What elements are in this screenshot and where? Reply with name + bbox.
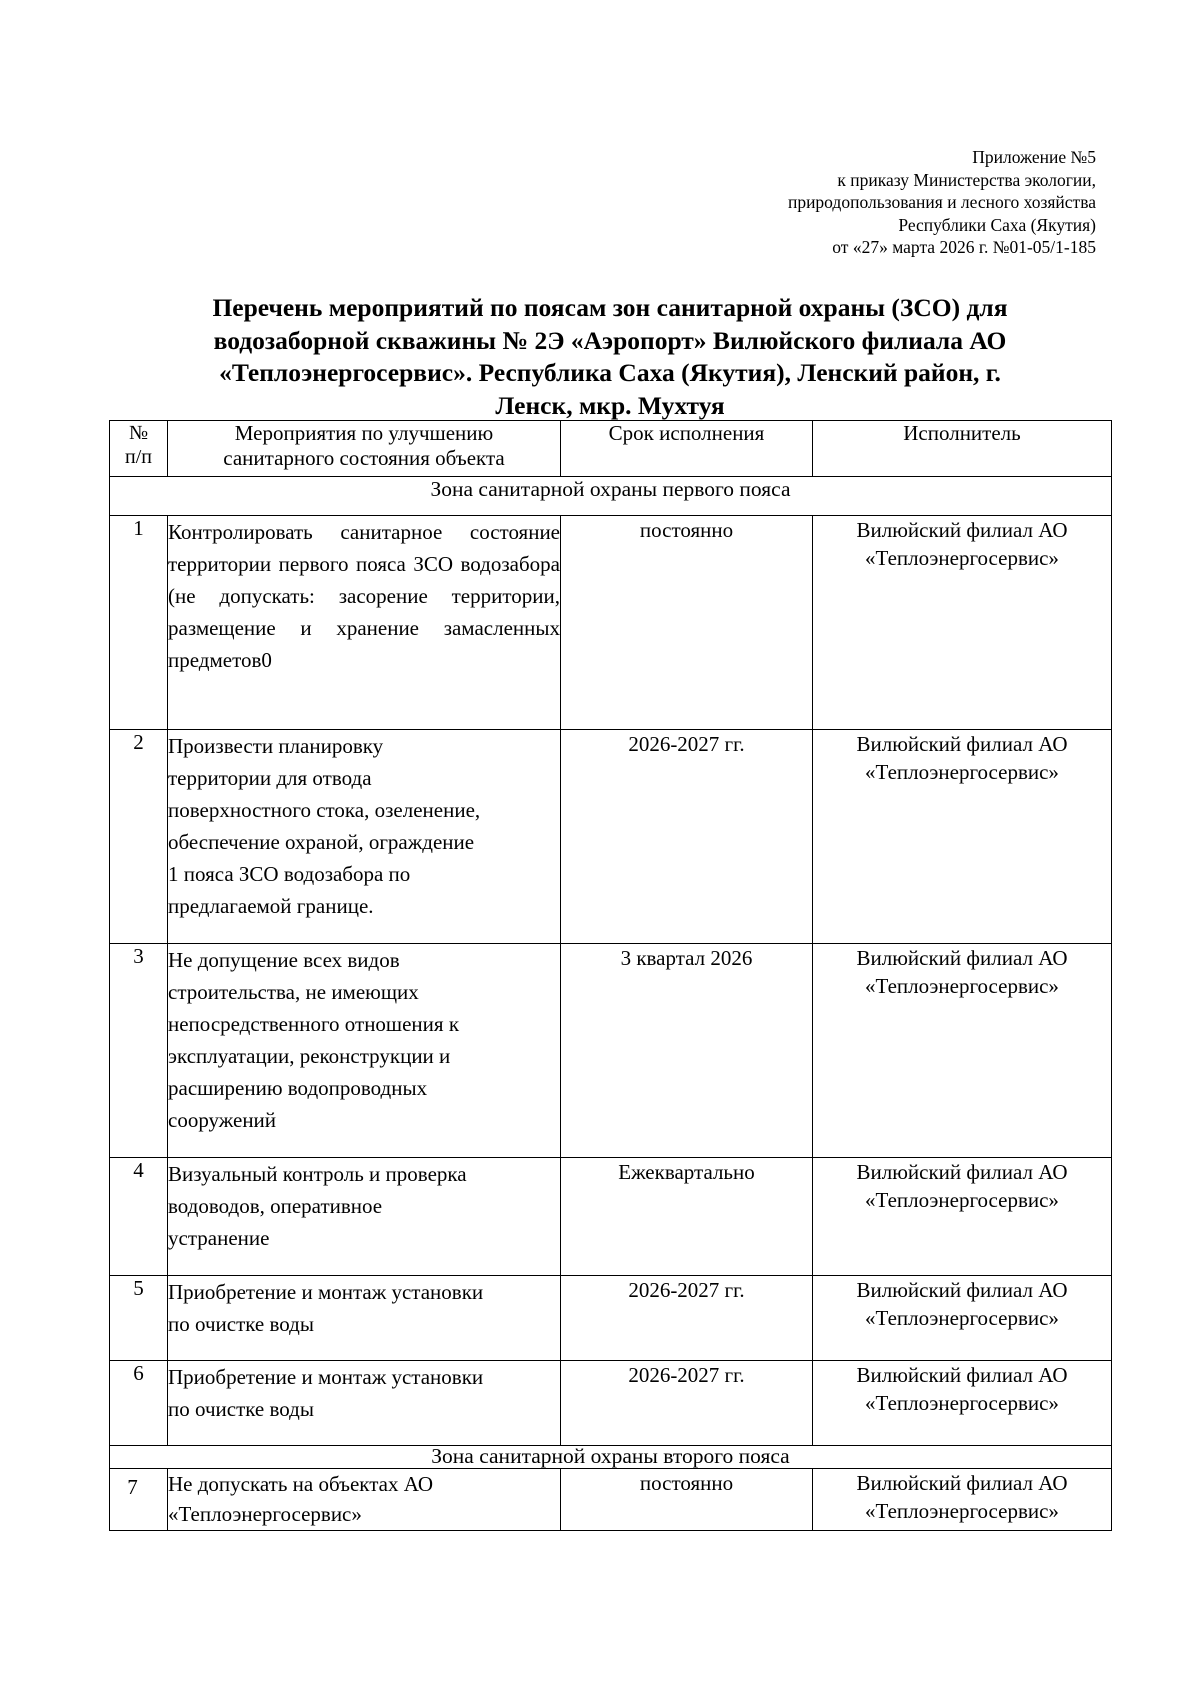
zone-title: Зона санитарной охраны первого пояса <box>110 477 1112 516</box>
appendix-header <box>536 146 1096 259</box>
row-deadline: 2026-2027 гг. <box>561 1276 813 1361</box>
appendix-line: Республики Саха (Якутия) <box>898 214 1096 235</box>
table-row <box>110 1361 1112 1446</box>
table-row <box>110 516 1112 730</box>
appendix-line: Приложение №5 <box>972 147 1096 167</box>
zone-title: Зона санитарной охраны второго пояса <box>110 1446 1112 1469</box>
table-row <box>110 1158 1112 1276</box>
table-row <box>110 944 1112 1158</box>
table-row <box>110 730 1112 944</box>
header-measure: Мероприятия по улучшению санитарного состояния объекта <box>168 421 561 477</box>
zone-row-second-belt <box>110 1446 1112 1469</box>
row-executor: Вилюйский филиал АО «Теплоэнергосервис» <box>813 1276 1112 1361</box>
title-line: «Теплоэнергосервис». Республика Саха (Якутия), Ленский район, г. <box>219 358 1001 387</box>
measures-table <box>109 420 1112 1531</box>
header-executor: Исполнитель <box>813 421 1112 477</box>
row-measure: Визуальный контроль и проверка водоводов, оперативное устранение <box>168 1158 561 1276</box>
row-number: 2 <box>110 730 168 944</box>
appendix-line: от «27» марта 2026 г. №01-05/1-185 <box>832 237 1096 257</box>
title-line: Ленск, мкр. Мухтуя <box>495 390 725 420</box>
title-line: водозаборной скважины № 2Э «Аэропорт» Вилюйского филиала АО <box>213 325 1007 355</box>
row-measure: Не допускать на объектах АО «Теплоэнергосервис» <box>168 1469 561 1531</box>
row-number: 6 <box>110 1361 168 1446</box>
row-number: 4 <box>110 1158 168 1276</box>
row-measure: Приобретение и монтаж установки по очистке воды <box>168 1361 561 1446</box>
row-deadline: 2026-2027 гг. <box>561 1361 813 1446</box>
row-deadline: 3 квартал 2026 <box>561 944 813 1158</box>
row-deadline: Ежеквартально <box>561 1158 813 1276</box>
document-title <box>150 292 1070 422</box>
row-measure: Контролировать санитарное состояние территории первого пояса ЗСО водозабора (не допускать: засорение территории, размещение и хранение замасленных предметов0 <box>168 516 561 730</box>
table-row <box>110 1469 1112 1531</box>
row-measure: Не допущение всех видов строительства, не имеющих непосредственного отношения к эксплуатации, реконструкции и расширению водопроводных сооружений <box>168 944 561 1158</box>
row-executor: Вилюйский филиал АО «Теплоэнергосервис» <box>813 944 1112 1158</box>
header-number: № п/п <box>110 421 168 477</box>
row-executor: Вилюйский филиал АО «Теплоэнергосервис» <box>813 516 1112 730</box>
zone-row-first-belt <box>110 477 1112 516</box>
appendix-line: природопользования и лесного хозяйства <box>787 192 1096 212</box>
table-header-row <box>110 421 1112 477</box>
row-measure: Приобретение и монтаж установки по очистке воды <box>168 1276 561 1361</box>
row-measure: Произвести планировку территории для отвода поверхностного стока, озеленение, обеспечение охраной, ограждение 1 пояса ЗСО водозабора по предлагаемой границе. <box>168 730 561 944</box>
row-number: 1 <box>110 516 168 730</box>
row-deadline: постоянно <box>561 516 813 730</box>
row-executor: Вилюйский филиал АО «Теплоэнергосервис» <box>813 1469 1112 1531</box>
row-deadline: 2026-2027 гг. <box>561 730 813 944</box>
row-executor: Вилюйский филиал АО «Теплоэнергосервис» <box>813 1158 1112 1276</box>
row-executor: Вилюйский филиал АО «Теплоэнергосервис» <box>813 1361 1112 1446</box>
row-deadline: постоянно <box>561 1469 813 1531</box>
title-line: Перечень мероприятий по поясам зон санитарной охраны (ЗСО) для <box>212 293 1008 322</box>
appendix-line: к приказу Министерства экологии, <box>837 169 1096 190</box>
row-number: 5 <box>110 1276 168 1361</box>
row-number: 7 <box>110 1469 168 1531</box>
row-executor: Вилюйский филиал АО «Теплоэнергосервис» <box>813 730 1112 944</box>
row-number: 3 <box>110 944 168 1158</box>
table-row <box>110 1276 1112 1361</box>
header-deadline: Срок исполнения <box>561 421 813 477</box>
